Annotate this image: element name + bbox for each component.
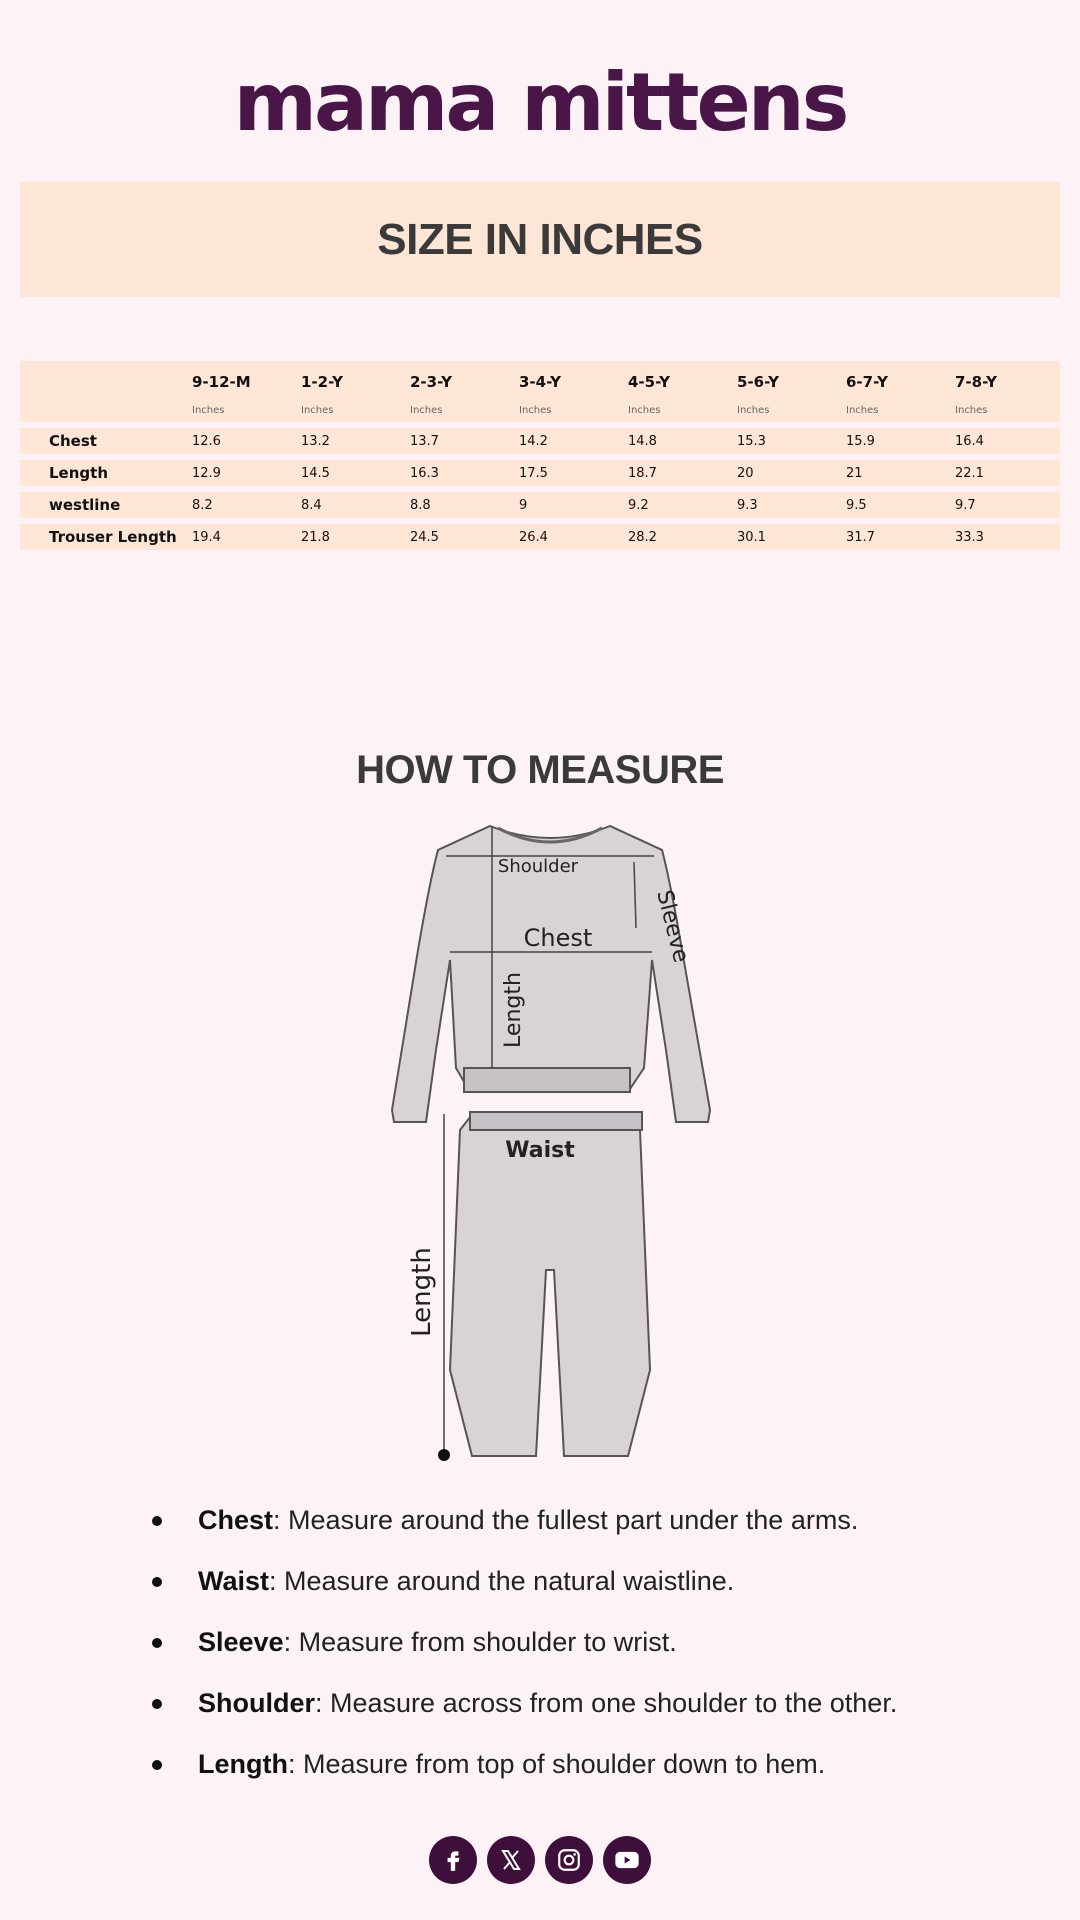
table-cell: 19.4 [192, 529, 221, 545]
facebook-icon [440, 1847, 466, 1873]
size-chart-table [20, 355, 1060, 556]
size-banner-title: SIZE IN INCHES [377, 214, 703, 264]
table-cell: 33.3 [955, 529, 984, 545]
bullet-icon [152, 1638, 162, 1648]
list-item [150, 1551, 897, 1612]
list-item [150, 1612, 897, 1673]
trouser-length-end-dot [438, 1449, 450, 1461]
table-cell: 21 [846, 465, 863, 481]
waist-label: Waist [505, 1138, 575, 1163]
size-column-header: 6-7-Y Inches [846, 373, 888, 416]
facebook-link[interactable] [429, 1836, 477, 1884]
shoulder-label: Shoulder [497, 856, 579, 877]
size-column-header: 2-3-Y Inches [410, 373, 452, 416]
table-cell: 20 [737, 465, 754, 481]
table-cell: 21.8 [301, 529, 330, 545]
list-item [150, 1734, 897, 1795]
size-column-header: 3-4-Y Inches [519, 373, 561, 416]
table-corner-cell [20, 361, 192, 422]
table-cell: 24.5 [410, 529, 439, 545]
table-cell: 16.3 [410, 465, 439, 481]
trousers-drawing [450, 1112, 650, 1456]
table-cell: 8.4 [301, 497, 322, 513]
x-link[interactable] [487, 1836, 535, 1884]
table-cell: 15.9 [846, 433, 875, 449]
table-cell: 15.3 [737, 433, 766, 449]
table-cell: 22.1 [955, 465, 984, 481]
table-cell: 13.2 [301, 433, 330, 449]
instruction-term: Shoulder [198, 1688, 316, 1718]
instruction-text: : Measure around the natural waistline. [269, 1566, 735, 1596]
table-cell: 9.5 [846, 497, 867, 513]
measure-instructions-list [150, 1490, 897, 1795]
table-cell: 30.1 [737, 529, 766, 545]
table-cell: 8.2 [192, 497, 213, 513]
chest-label: Chest [523, 924, 593, 952]
row-label: Trouser Length [49, 528, 177, 546]
bullet-icon [152, 1516, 162, 1526]
table-row [20, 428, 1060, 454]
bullet-icon [152, 1577, 162, 1587]
trouser-length-label: Length [407, 1247, 437, 1337]
table-cell: 18.7 [628, 465, 657, 481]
brand-logo[interactable]: mama mittens [233, 56, 847, 149]
table-cell: 9.7 [955, 497, 976, 513]
table-cell: 26.4 [519, 529, 548, 545]
table-cell: 17.5 [519, 465, 548, 481]
table-cell: 13.7 [410, 433, 439, 449]
instruction-text: : Measure from shoulder to wrist. [283, 1627, 677, 1657]
size-banner [20, 182, 1060, 297]
table-cell: 9.3 [737, 497, 758, 513]
size-column-header: 9-12-M Inches [192, 373, 251, 416]
size-column-header: 5-6-Y Inches [737, 373, 779, 416]
table-row [20, 492, 1060, 518]
row-label: Chest [49, 432, 97, 450]
table-cell: 14.5 [301, 465, 330, 481]
instruction-text: : Measure from top of shoulder down to hem. [287, 1749, 826, 1779]
x-icon [499, 1848, 523, 1872]
table-cell: 9.2 [628, 497, 649, 513]
list-item [150, 1673, 897, 1734]
youtube-icon [613, 1846, 641, 1874]
instruction-term: Chest [198, 1505, 274, 1535]
row-label: Length [49, 464, 108, 482]
instagram-icon [556, 1847, 582, 1873]
size-column-header: 1-2-Y Inches [301, 373, 343, 416]
instagram-link[interactable] [545, 1836, 593, 1884]
social-links [0, 1836, 1080, 1884]
top-length-label: Length [501, 972, 526, 1048]
table-cell: 14.8 [628, 433, 657, 449]
table-cell: 9 [519, 497, 528, 513]
row-label: westline [49, 496, 121, 514]
bullet-icon [152, 1760, 162, 1770]
size-column-header: 7-8-Y Inches [955, 373, 997, 416]
instruction-term: Waist [198, 1566, 270, 1596]
measurement-illustration [370, 810, 730, 1470]
table-row [20, 524, 1060, 550]
table-cell: 16.4 [955, 433, 984, 449]
instruction-term: Sleeve [198, 1627, 284, 1657]
table-cell: 12.6 [192, 433, 221, 449]
bullet-icon [152, 1699, 162, 1709]
instruction-text: : Measure across from one shoulder to the other. [315, 1688, 898, 1718]
list-item [150, 1490, 897, 1551]
sleeve-label: Sleeve [651, 887, 694, 966]
table-cell: 8.8 [410, 497, 431, 513]
table-cell: 12.9 [192, 465, 221, 481]
youtube-link[interactable] [603, 1836, 651, 1884]
table-cell: 31.7 [846, 529, 875, 545]
how-to-measure-title: HOW TO MEASURE [356, 748, 724, 792]
table-cell: 28.2 [628, 529, 657, 545]
size-column-header: 4-5-Y Inches [628, 373, 670, 416]
table-row [20, 460, 1060, 486]
table-cell: 14.2 [519, 433, 548, 449]
table-header-row [20, 361, 1060, 422]
instruction-term: Length [198, 1749, 288, 1779]
instruction-text: : Measure around the fullest part under the arms. [273, 1505, 859, 1535]
